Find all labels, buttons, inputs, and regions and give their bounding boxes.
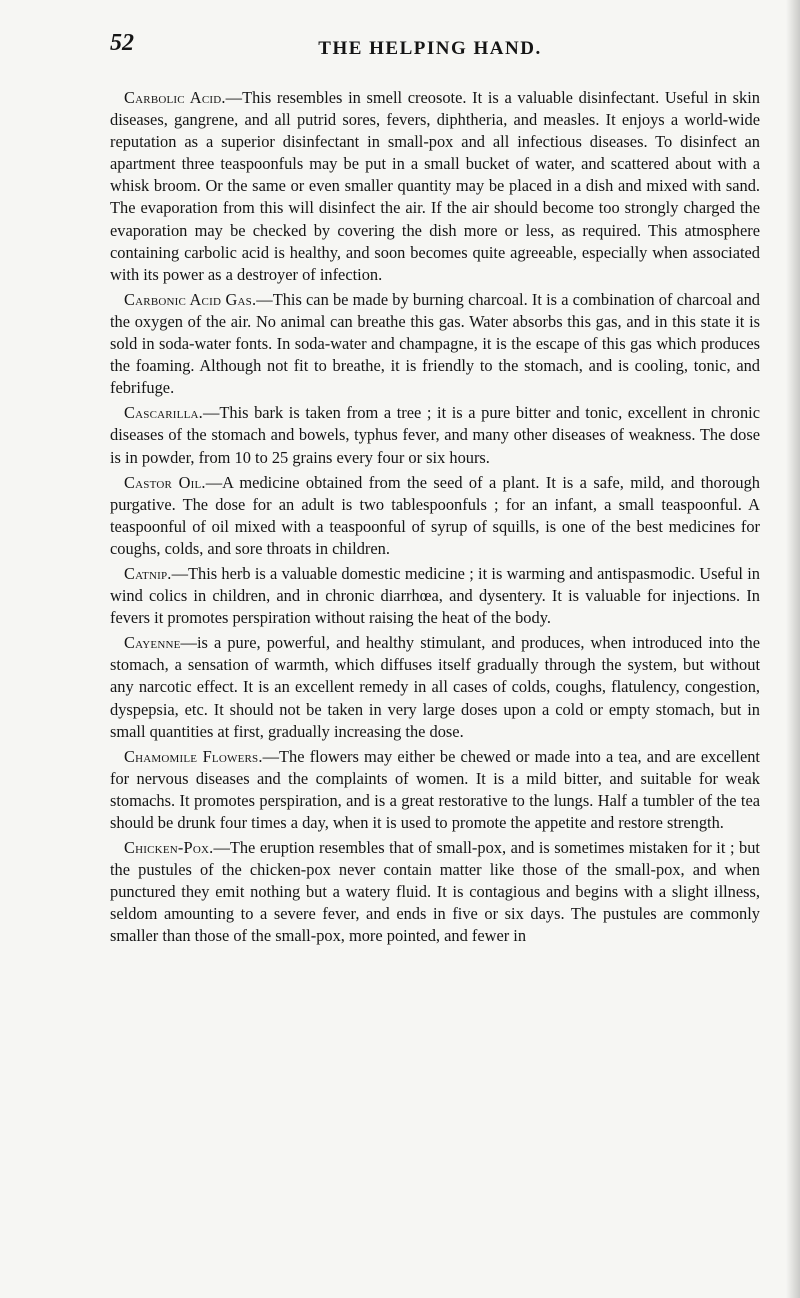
entry-text: —This can be made by burning charcoal. It is a combination of charcoal and the oxygen of the air. No animal can breathe this gas. Water absorbs this gas, and in this state it is sold in soda-water fonts. In soda-water and champagne, it is the escape of this gas which produces the foaming. Although not fit to breathe, it is friendly to the stomach, and is cooling, tonic, and febrifuge.: [110, 289, 760, 398]
entry-term: Castor Oil.: [124, 472, 206, 492]
entry-text: —This herb is a valuable domestic medicine ; it is warming and antispasmodic. Useful in wind colics in children, and in chronic diarrhœa, and dysentery. It is valuable for injections. In fevers it promotes perspiration without raising the heat of the body.: [110, 563, 760, 628]
body-text: [110, 87, 760, 951]
entry-carbonic-acid-gas: [110, 289, 760, 399]
entry-term: Catnip.: [124, 563, 172, 583]
entry-term: Cascarilla.: [124, 403, 203, 423]
page-header: [110, 30, 750, 66]
entry-term: Carbonic Acid Gas.: [124, 289, 257, 309]
entry-text: —This bark is taken from a tree ; it is a pure bitter and tonic, excellent in chronic diseases of the stomach and bowels, typhus fever, and many other diseases of weakness. The dose is in powder, from 10 to 25 grains every four or six hours.: [110, 403, 760, 467]
entry-cascarilla: [110, 402, 760, 468]
entry-chicken-pox: [110, 837, 760, 947]
page-number: 52: [110, 30, 134, 56]
entry-text: —The eruption resembles that of small-pox, and is sometimes mistaken for it ; but the pustules of the chicken-pox never contain matter like those of the small-pox, and when punctured they emit nothing but a watery fluid. It is contagious and begins with a slight illness, seldom amounting to a severe fever, and ends in five or six days. The pustules are commonly smaller than those of the small-pox, more pointed, and fewer in: [110, 838, 760, 946]
entry-castor-oil: [110, 472, 760, 560]
entry-term: Cayenne: [124, 633, 181, 653]
running-head: THE HELPING HAND.: [318, 38, 542, 59]
entry-cayenne: [110, 632, 760, 742]
page-edge-shadow: [786, 0, 800, 1298]
entry-term: Chamomile Flowers.: [124, 746, 263, 766]
entry-text: —The flowers may either be chewed or made into a tea, and are excellent for nervous diseases and the complaints of women. It is a mild bitter, and suitable for weak stomachs. It promotes perspiration, and is a great restorative to the lungs. Half a tumbler of the tea should be drunk four times a day, when it is used to promote the appetite and restore strength.: [110, 746, 760, 832]
entry-chamomile-flowers: [110, 746, 760, 834]
entry-carbolic-acid: [110, 87, 760, 286]
entry-text: —A medicine obtained from the seed of a plant. It is a safe, mild, and thorough purgative. The dose for an adult is two tablespoonfuls ; for an infant, a small teaspoonful. A teaspoonful of oil mixed with a teaspoonful of syrup of squills, is one of the best medicines for coughs, colds, and sore throats in children.: [110, 472, 760, 558]
entry-text: —This resembles in smell creosote. It is a valuable disinfectant. Useful in skin diseases, gangrene, and all putrid sores, fevers, diphtheria, and measles. It enjoys a world-wide reputation as a superior disinfectant in small-pox and all infectious diseases. To disinfect an apartment three teaspoonfuls may be put in a small bucket of water, and scattered about with a whisk broom. Or the same or even smaller quantity may be placed in a dish and mixed with sand. The evaporation from this will disinfect the air. If the air should become too strongly charged the evaporation may be checked by covering the dish more or less, as required. This atmosphere containing carbolic acid is healthy, and soon becomes quite agreeable, especially when associated with its power as a destroyer of infection.: [110, 88, 760, 284]
entry-term: Carbolic Acid.: [124, 88, 226, 107]
entry-term: Chicken-Pox.: [124, 838, 214, 858]
entry-catnip: [110, 563, 760, 629]
entry-text: —is a pure, powerful, and healthy stimulant, and produces, when introduced into the stomach, a sensation of warmth, which diffuses itself gradually through the system, but without any narcotic effect. It is an excellent remedy in all cases of colds, coughs, flatulency, congestion, dyspepsia, etc. It should not be taken in very large doses upon a cold or empty stomach, but in small quantities at first, gradually increasing the dose.: [110, 633, 760, 741]
